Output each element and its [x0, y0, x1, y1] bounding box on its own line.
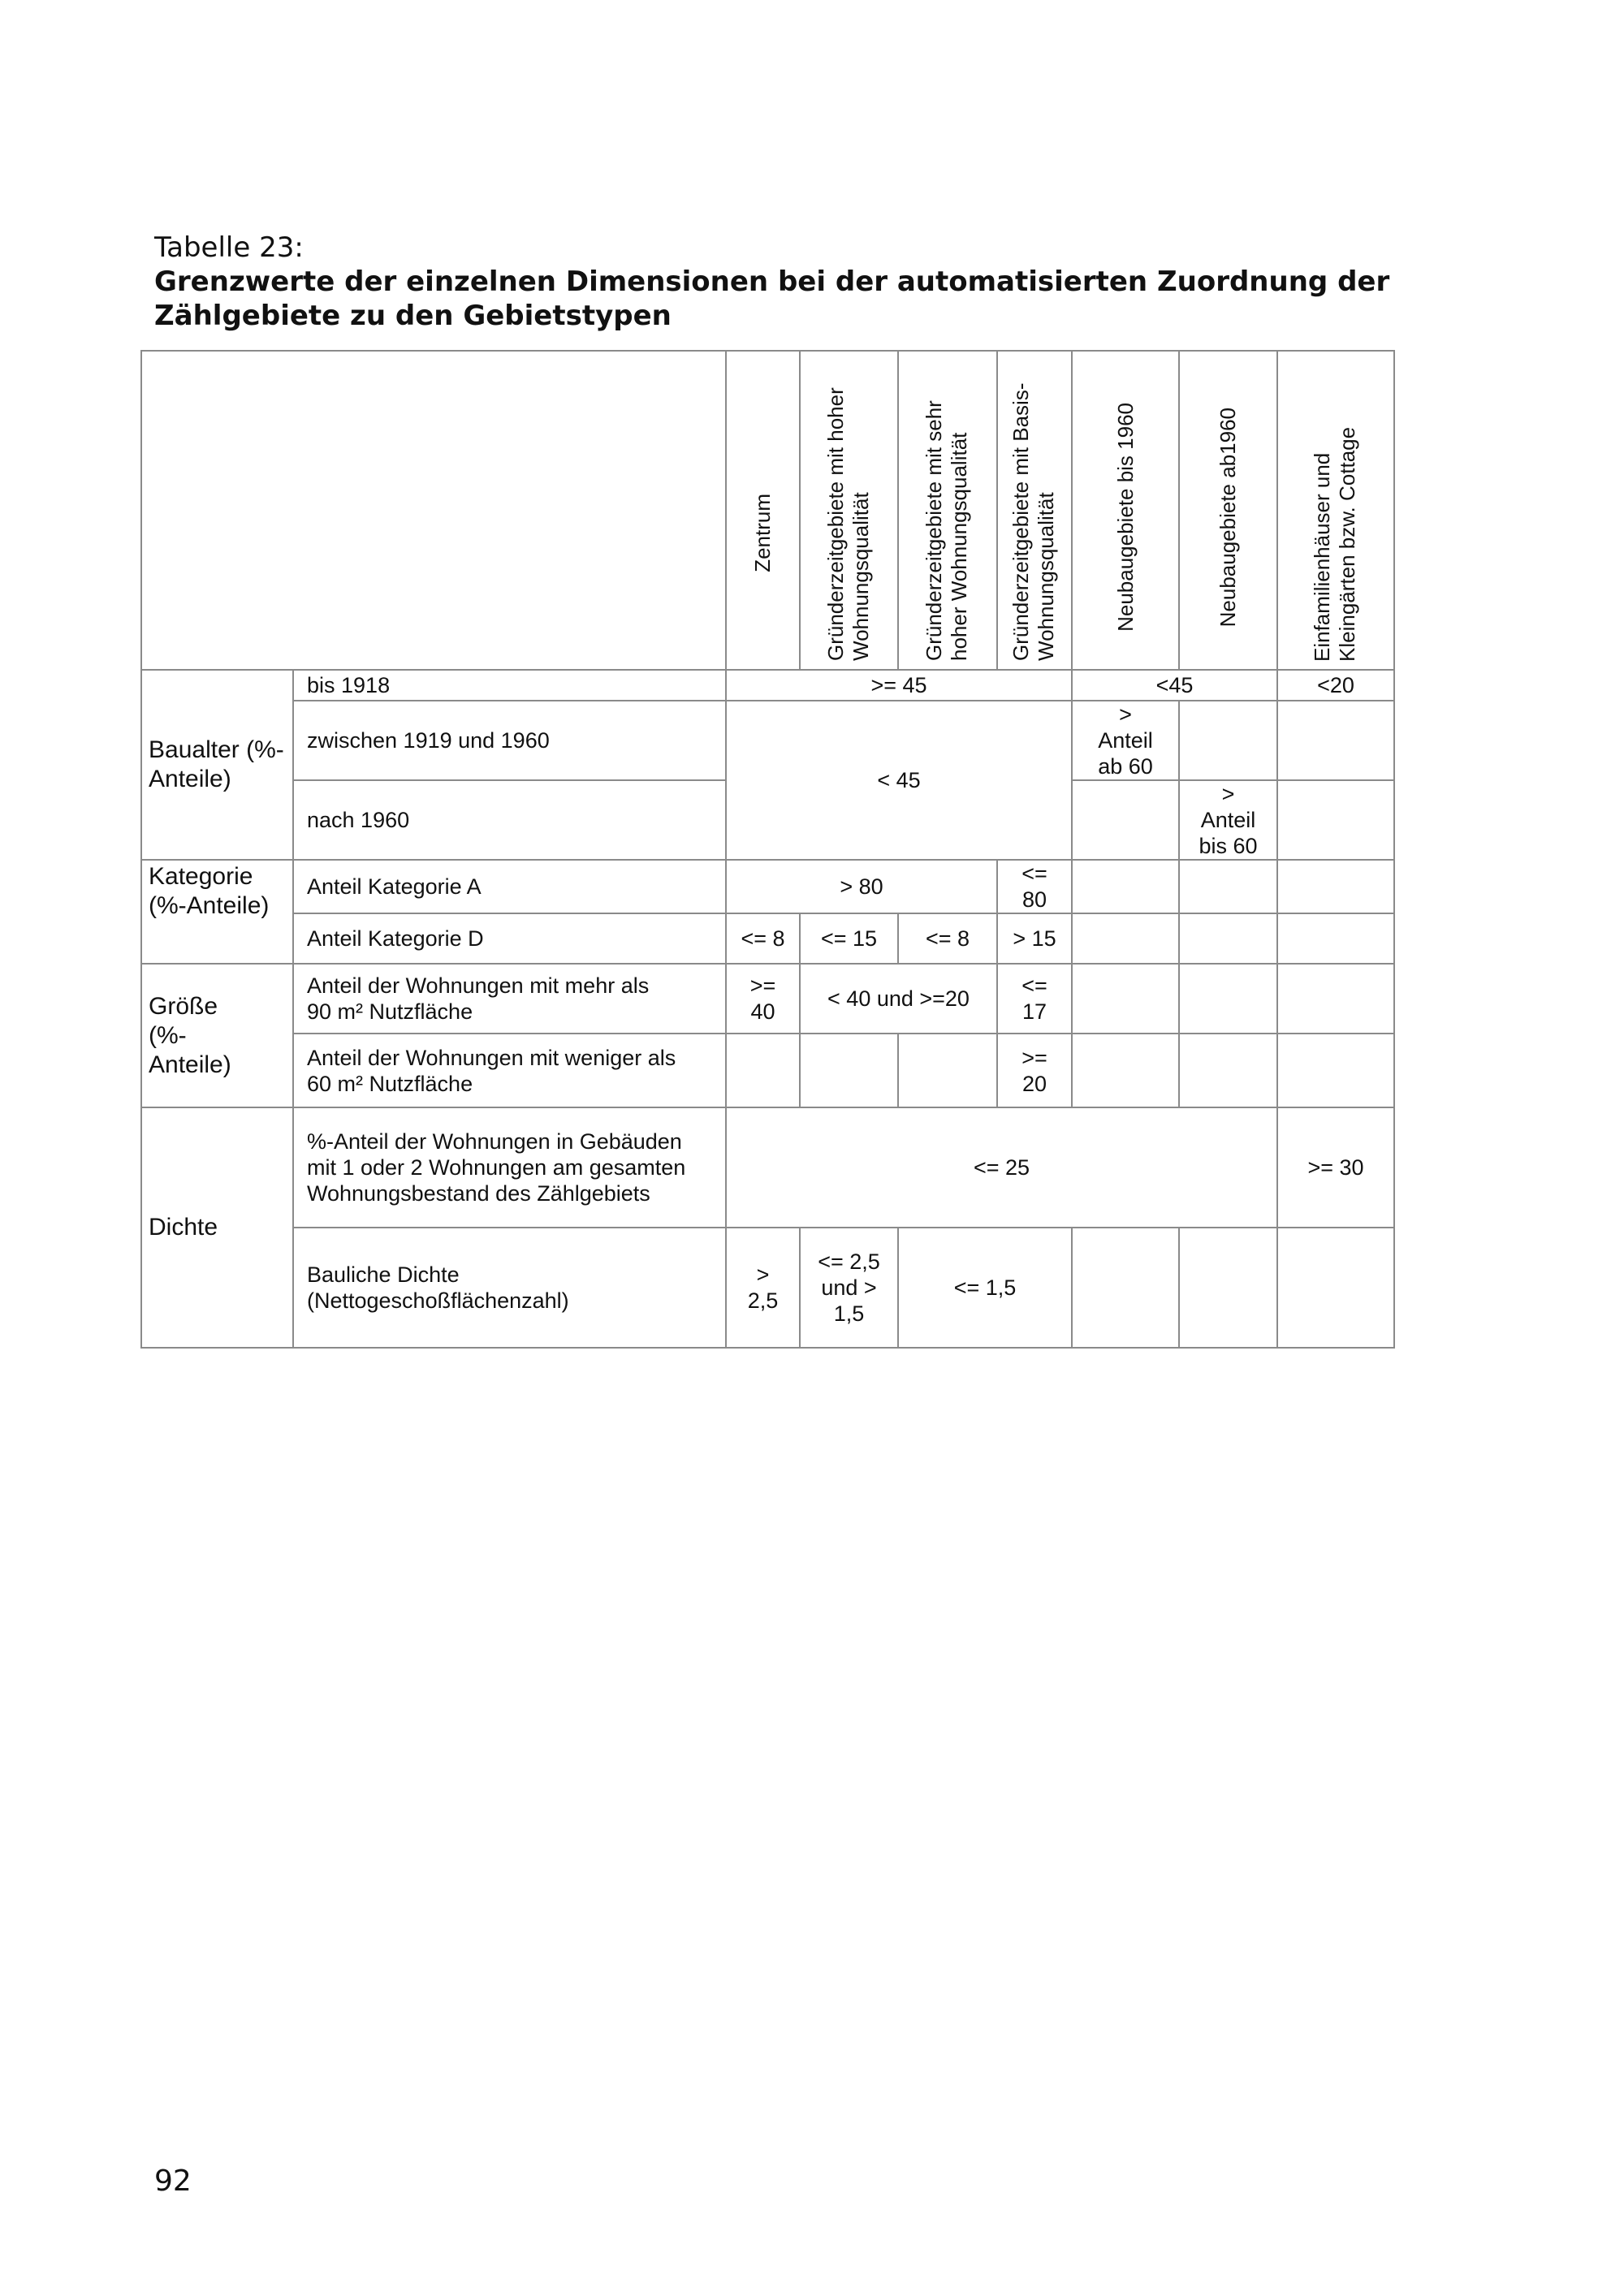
empty-cell — [1179, 860, 1277, 913]
cell-nach-1960-nb-ab: > Anteil bis 60 — [1179, 780, 1277, 860]
category-dichte: Dichte — [141, 1107, 293, 1348]
empty-cell — [1277, 1034, 1394, 1107]
caption-label: Tabelle 23: — [154, 231, 304, 264]
cell-weniger-60-gz-basis: >= 20 — [997, 1034, 1072, 1107]
cell-kategorie-d-gz-basis: > 15 — [997, 913, 1072, 964]
empty-cell — [1072, 860, 1179, 913]
row-label-anteil-1-2-wohnungen: %-Anteil der Wohnungen in Gebäuden mit 1 oder 2 Wohnungen am gesamten Wohnungsbestand des Zählgebiets — [293, 1107, 726, 1228]
table-row — [141, 1034, 1394, 1107]
cell-anteil-1-2-efh: >= 30 — [1277, 1107, 1394, 1228]
col-header-einfamilien: Einfamilienhäuser und Kleingärten bzw. Cottage — [1277, 351, 1394, 670]
row-label-bauliche-dichte: Bauliche Dichte (Nettogeschoßflächenzahl) — [293, 1228, 726, 1348]
col-header-nb-ab-1960: Neubaugebiete ab1960 — [1179, 351, 1277, 670]
page-number: 92 — [154, 2164, 192, 2198]
cell-1919-1960-nb-bis: > Anteil ab 60 — [1072, 701, 1179, 780]
cell-kategorie-d-zentrum: <= 8 — [726, 913, 800, 964]
table-row — [141, 913, 1394, 964]
empty-cell — [1072, 1228, 1179, 1348]
cell-bis-1918-nb: <45 — [1072, 670, 1277, 701]
row-label-kategorie-d: Anteil Kategorie D — [293, 913, 726, 964]
empty-cell — [1179, 701, 1277, 780]
table-row — [141, 964, 1394, 1034]
table-row — [141, 701, 1394, 780]
col-header-gz-sehr-hoch: Gründerzeitgebiete mit sehr hoher Wohnungsqualität — [898, 351, 997, 670]
empty-cell — [1072, 913, 1179, 964]
empty-cell — [1277, 701, 1394, 780]
empty-cell — [800, 1034, 898, 1107]
col-header-gz-hoch: Gründerzeitgebiete mit hoher Wohnungsqualität — [800, 351, 898, 670]
empty-cell — [1072, 964, 1179, 1034]
cell-kategorie-d-gz-hoch: <= 15 — [800, 913, 898, 964]
empty-cell — [1072, 1034, 1179, 1107]
category-groesse: Größe (%-Anteile) — [141, 964, 293, 1107]
empty-cell — [1277, 913, 1394, 964]
cell-mehr-90-gz: < 40 und >=20 — [800, 964, 997, 1034]
header-corner-cell — [141, 351, 726, 670]
table-row — [141, 860, 1394, 913]
cell-1919-1960-merged: < 45 — [726, 701, 1072, 860]
table-row — [141, 1228, 1394, 1348]
table-row — [141, 670, 1394, 701]
col-header-zentrum: Zentrum — [726, 351, 800, 670]
cell-bauliche-dichte-gz-rest: <= 1,5 — [898, 1228, 1072, 1348]
empty-cell — [726, 1034, 800, 1107]
empty-cell — [1277, 964, 1394, 1034]
empty-cell — [1277, 1228, 1394, 1348]
empty-cell — [898, 1034, 997, 1107]
row-label-mehr-90: Anteil der Wohnungen mit mehr als 90 m² Nutzfläche — [293, 964, 726, 1034]
cell-kategorie-a-basis: <= 80 — [997, 860, 1072, 913]
empty-cell — [1072, 780, 1179, 860]
cell-bauliche-dichte-zentrum: > 2,5 — [726, 1228, 800, 1348]
col-header-nb-bis-1960: Neubaugebiete bis 1960 — [1072, 351, 1179, 670]
caption-title: Grenzwerte der einzelnen Dimensionen bei der automatisierten Zuordnung der Zählgebiete zu den Gebietstypen — [154, 265, 1390, 332]
cell-kategorie-a-gz: > 80 — [726, 860, 997, 913]
category-kategorie: Kategorie (%-Anteile) — [141, 860, 293, 964]
empty-cell — [1179, 1034, 1277, 1107]
cell-kategorie-d-gz-sehr: <= 8 — [898, 913, 997, 964]
threshold-table — [140, 350, 1395, 1349]
empty-cell — [1277, 780, 1394, 860]
row-label-nach-1960: nach 1960 — [293, 780, 726, 860]
category-baualter: Baualter (%-Anteile) — [141, 670, 293, 860]
empty-cell — [1179, 964, 1277, 1034]
cell-mehr-90-zentrum: >= 40 — [726, 964, 800, 1034]
row-label-kategorie-a: Anteil Kategorie A — [293, 860, 726, 913]
empty-cell — [1277, 860, 1394, 913]
table-caption — [154, 231, 1421, 333]
empty-cell — [1179, 913, 1277, 964]
row-label-1919-1960: zwischen 1919 und 1960 — [293, 701, 726, 780]
table-row — [141, 1107, 1394, 1228]
cell-bauliche-dichte-gz-hoch: <= 2,5 und > 1,5 — [800, 1228, 898, 1348]
cell-mehr-90-gz-basis: <= 17 — [997, 964, 1072, 1034]
row-label-bis-1918: bis 1918 — [293, 670, 726, 701]
cell-anteil-1-2-main: <= 25 — [726, 1107, 1277, 1228]
row-label-weniger-60: Anteil der Wohnungen mit weniger als 60 m² Nutzfläche — [293, 1034, 726, 1107]
cell-bis-1918-gz: >= 45 — [726, 670, 1072, 701]
cell-bis-1918-efh: <20 — [1277, 670, 1394, 701]
header-row — [141, 351, 1394, 670]
col-header-gz-basis: Gründerzeitgebiete mit Basis-Wohnungsqualität — [997, 351, 1072, 670]
empty-cell — [1179, 1228, 1277, 1348]
